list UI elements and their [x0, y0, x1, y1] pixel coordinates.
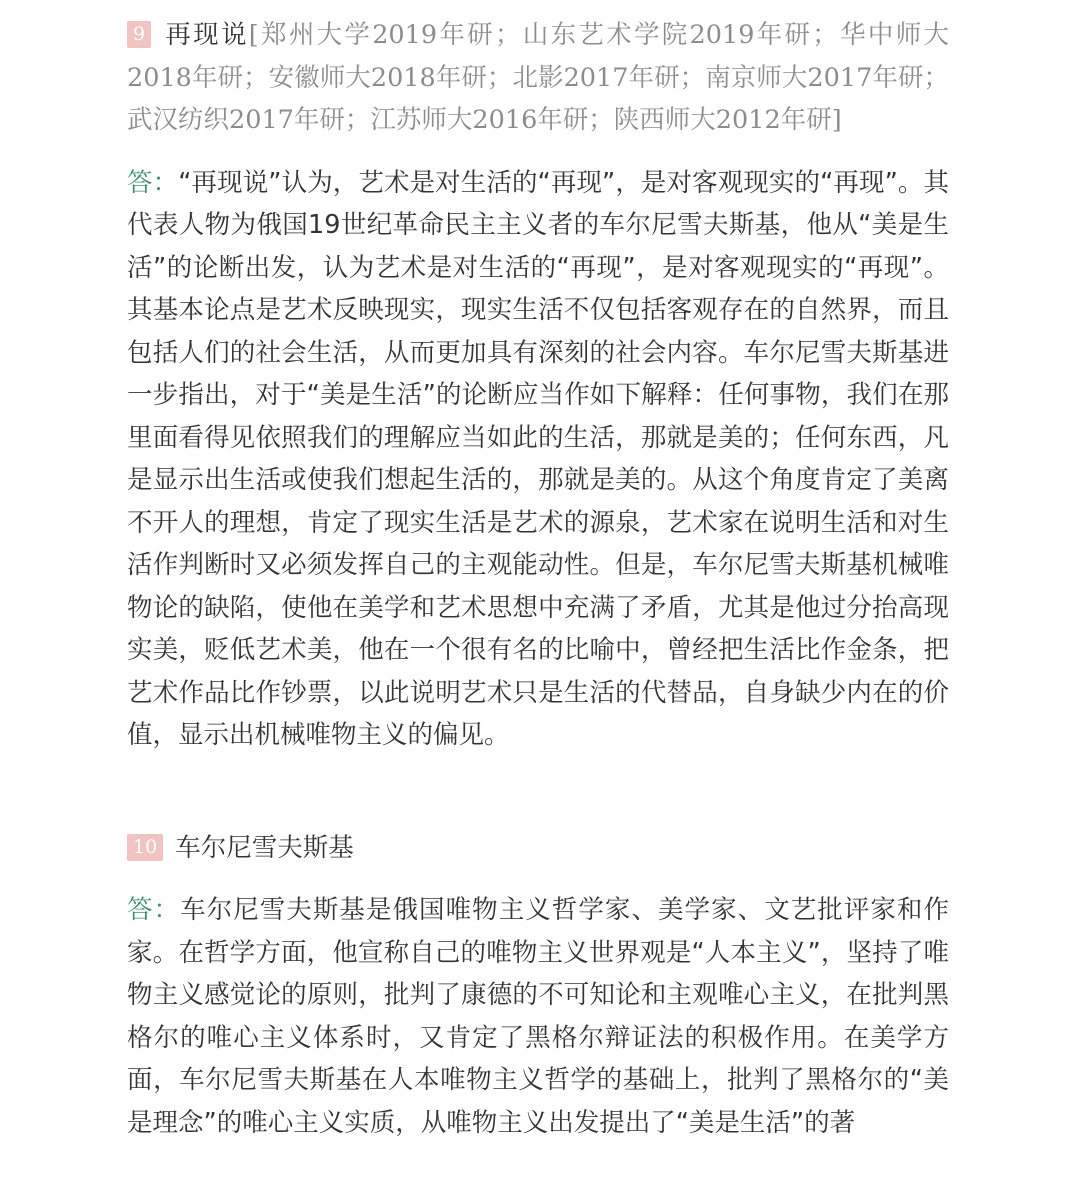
entry-10: [127, 827, 949, 1145]
entry-term: 车尔尼雪夫斯基: [175, 832, 354, 863]
entry-answer: [127, 889, 949, 1144]
answer-text: 车尔尼雪夫斯基是俄国唯物主义哲学家、美学家、文艺批评家和作家。在哲学方面，他宣称自己的唯物主义世界观是“人本主义”，坚持了唯物主义感觉论的原则，批判了康德的不可知论和主观唯心主义，在批判黑格尔的唯心主义体系时，又肯定了黑格尔辩证法的积极作用。在美学方面，车尔尼雪夫斯基在人本唯物主义哲学的基础上，批判了黑格尔的“美是理念”的唯心主义实质，从唯物主义出发提出了“美是生活”的著: [127, 895, 949, 1138]
entry-number-badge: 9: [127, 21, 151, 48]
answer-text: “再现说”认为，艺术是对生活的“再现”，是对客观现实的“再现”。其代表人物为俄国19世纪革命民主主义者的车尔尼雪夫斯基，他从“美是生活”的论断出发，认为艺术是对生活的“再现”，是对客观现实的“再现”。其基本论点是艺术反映现实，现实生活不仅包括客观存在的自然界，而且包括人们的社会生活，从而更加具有深刻的社会内容。车尔尼雪夫斯基进一步指出，对于“美是生活”的论断应当作如下解释：任何事物，我们在那里面看得见依照我们的理解应当如此的生活，那就是美的；任何东西，凡是显示出生活或使我们想起生活的，那就是美的。从这个角度肯定了美离不开人的理想，肯定了现实生活是艺术的源泉，艺术家在说明生活和对生活作判断时又必须发挥自己的主观能动性。但是，车尔尼雪夫斯基机械唯物论的缺陷，使他在美学和艺术思想中充满了矛盾，尤其是他过分抬高现实美，贬低艺术美，他在一个很有名的比喻中，曾经把生活比作金条，把艺术作品比作钞票，以此说明艺术只是生活的代替品，自身缺少内在的价值，显示出机械唯物主义的偏见。: [127, 167, 949, 750]
answer-label: 答：: [127, 167, 179, 198]
answer-label: 答：: [127, 895, 181, 925]
entry-sources: [郑州大学2019年研；山东艺术学院2019年研；华中师大2018年研；安徽师大2018年研；北影2017年研；南京师大2017年研；武汉纺织2017年研；江苏师大2016年研；陕西师大2012年研]: [127, 20, 949, 135]
entry-term: 再现说: [163, 20, 249, 50]
entry-answer: [127, 162, 949, 757]
entry-number-badge: 10: [127, 834, 163, 861]
entry-heading: [127, 827, 949, 870]
entry-9: [127, 14, 949, 757]
entry-heading: [127, 14, 949, 142]
document-page: [127, 14, 949, 1144]
